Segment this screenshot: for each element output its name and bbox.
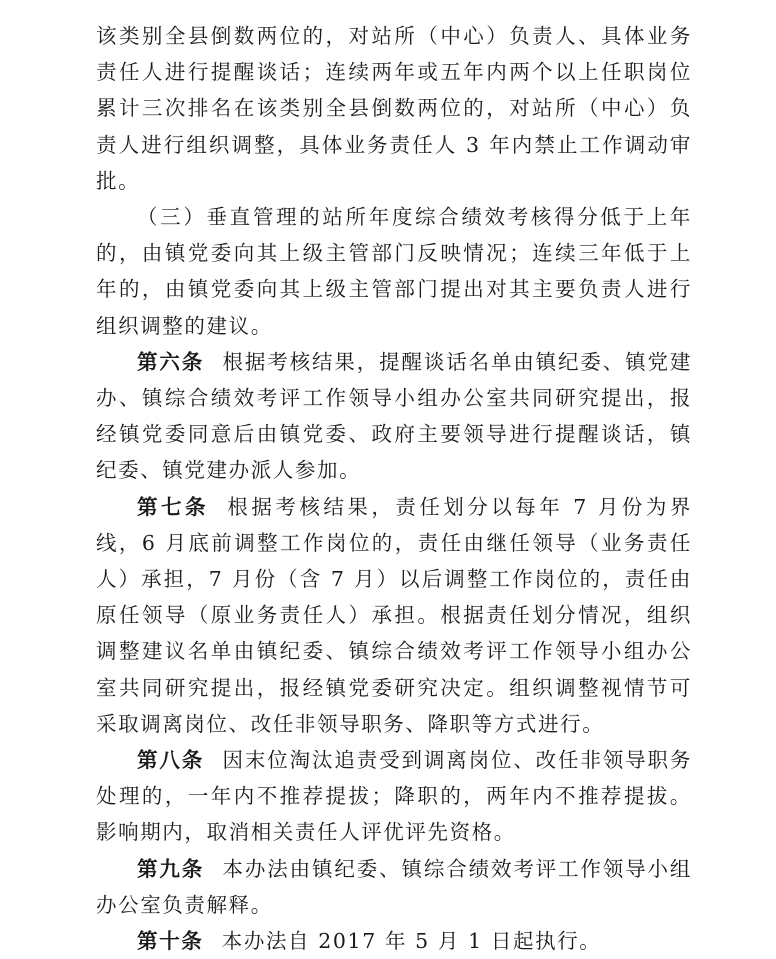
- article-7: [96, 489, 692, 742]
- paragraph-text: （三）垂直管理的站所年度综合绩效考核得分低于上年的，由镇党委向其上级主管部门反映情况；连续三年低于上年的，由镇党委向其上级主管部门提出对其主要负责人进行组织调整的建议。: [96, 205, 692, 338]
- article-6: [96, 344, 692, 489]
- article-heading: 第九条: [137, 856, 205, 881]
- paragraph-vertical-management: [96, 199, 692, 344]
- article-9: [96, 851, 692, 923]
- paragraph-text: 该类别全县倒数两位的，对站所（中心）负责人、具体业务责任人进行提醒谈话；连续两年或五年内两个以上任职岗位累计三次排名在该类别全县倒数两位的，对站所（中心）负责人进行组织调整，具体业务责任人 3 年内禁止工作调动审批。: [96, 24, 692, 193]
- article-text: 本办法自 2017 年 5 月 1 日起执行。: [221, 929, 602, 954]
- article-8: [96, 742, 692, 851]
- paragraph-continued: [96, 18, 692, 199]
- article-text: 根据考核结果，责任划分以每年 7 月份为界线，6 月底前调整工作岗位的，责任由继任领导（业务责任人）承担，7 月份（含 7 月）以后调整工作岗位的，责任由原任领导（原业务责任人）承担。根据责任划分情况，组织调整建议名单由镇纪委、镇综合绩效考评工作领导小组办公室共同研究提出，报经镇党委研究决定。组织调整视情节可采取调离岗位、改任非领导职务、降职等方式进行。: [96, 494, 692, 736]
- article-text: 因末位淘汰追责受到调离岗位、改任非领导职务处理的，一年内不推荐提拔；降职的，两年内不推荐提拔。影响期内，取消相关责任人评优评先资格。: [96, 748, 692, 845]
- document-page: [96, 18, 692, 959]
- article-text: 根据考核结果，提醒谈话名单由镇纪委、镇党建办、镇综合绩效考评工作领导小组办公室共同研究提出，报经镇党委同意后由镇党委、政府主要领导进行提醒谈话，镇纪委、镇党建办派人参加。: [96, 349, 692, 483]
- article-10: [96, 923, 692, 959]
- article-heading: 第七条: [137, 494, 209, 519]
- article-heading: 第八条: [137, 748, 205, 773]
- article-heading: 第六条: [137, 349, 205, 374]
- article-heading: 第十条: [137, 929, 204, 954]
- article-text: 本办法由镇纪委、镇综合绩效考评工作领导小组办公室负责解释。: [96, 856, 692, 917]
